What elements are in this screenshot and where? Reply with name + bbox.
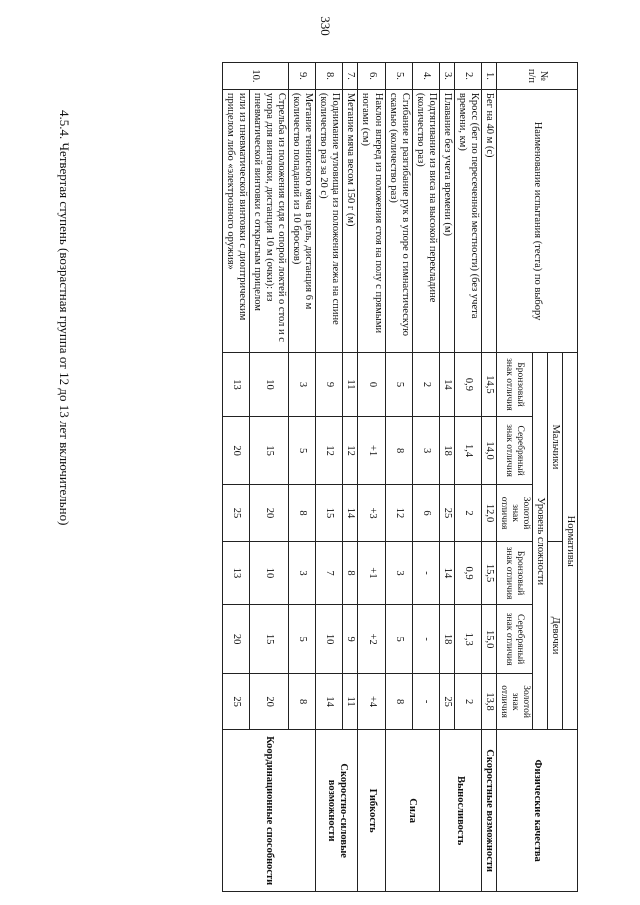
test-name: Подтягивание из виса на высокой перекладине (количество раз) — [412, 89, 439, 352]
value-cell: 25 — [439, 673, 454, 729]
table-row — [289, 63, 316, 892]
row-num: 2. — [454, 63, 481, 90]
test-name: Поднимание туловища из положения лежа на спине (количество раз за 20 с) — [316, 89, 343, 352]
value-cell: 10 — [316, 605, 343, 674]
value-cell: 11 — [343, 353, 358, 417]
value-cell: 20 — [222, 605, 249, 674]
row-num: 9. — [289, 63, 316, 90]
value-cell: 12 — [316, 416, 343, 485]
header-girls-gold: Золотой знак отличия — [497, 673, 533, 729]
test-name: Метание мяча весом 150 г (м) — [343, 89, 358, 352]
header-girls-bronze: Бронзовый знак отличия — [497, 541, 533, 605]
row-num: 6. — [358, 63, 385, 90]
value-cell: 15 — [249, 416, 288, 485]
value-cell: 18 — [439, 416, 454, 485]
value-cell: 1,3 — [454, 605, 481, 674]
quality-cell: Сила — [385, 730, 439, 892]
value-cell: 7 — [316, 541, 343, 605]
quality-cell: Скоростные возможности — [481, 730, 496, 892]
value-cell: 14 — [343, 485, 358, 541]
value-cell: 2 — [454, 673, 481, 729]
value-cell: 12 — [385, 485, 412, 541]
value-cell: +3 — [358, 485, 385, 541]
value-cell: 11 — [343, 673, 358, 729]
value-cell: 14,5 — [481, 353, 496, 417]
test-name: Метание теннисного мяча в цель, дистанция 6 м (количество попаданий из 10 бросков) — [289, 89, 316, 352]
value-cell: - — [412, 541, 439, 605]
value-cell: 8 — [289, 485, 316, 541]
value-cell: 9 — [343, 605, 358, 674]
value-cell: 3 — [412, 416, 439, 485]
value-cell: - — [412, 673, 439, 729]
norms-table — [222, 62, 578, 892]
value-cell: 25 — [222, 673, 249, 729]
table-row — [481, 63, 496, 892]
value-cell: 25 — [439, 485, 454, 541]
header-boys-bronze: Бронзовый знак отличия — [497, 353, 533, 417]
value-cell: 14 — [439, 541, 454, 605]
quality-cell: Выносливость — [439, 730, 481, 892]
test-name: Бег на 40 м (с) — [481, 89, 496, 352]
value-cell: +4 — [358, 673, 385, 729]
row-num: 3. — [439, 63, 454, 90]
row-num: 4. — [412, 63, 439, 90]
value-cell: 10 — [249, 541, 288, 605]
test-name: Наклон вперед из положения стоя на полу с прямыми ногами (см) — [358, 89, 385, 352]
header-norms: Нормативы — [562, 353, 577, 730]
row-num: 8. — [316, 63, 343, 90]
value-cell: - — [412, 605, 439, 674]
header-girls: Девочки — [547, 541, 562, 730]
value-cell: 5 — [385, 605, 412, 674]
value-cell: 13,8 — [481, 673, 496, 729]
value-cell: 8 — [289, 673, 316, 729]
value-cell: 13 — [222, 541, 249, 605]
header-boys-gold: Золотой знак отличия — [497, 485, 533, 541]
section-title: 4.5.4. Четвертая ступень (возрастная группа от 12 до 13 лет включительно) — [57, 110, 72, 526]
value-cell: 12 — [343, 416, 358, 485]
value-cell: 8 — [385, 673, 412, 729]
value-cell: 15,0 — [481, 605, 496, 674]
value-cell: +2 — [358, 605, 385, 674]
header-girls-silver: Серебряный знак отличия — [497, 605, 533, 674]
value-cell: 20 — [249, 485, 288, 541]
table-row — [454, 63, 481, 892]
test-name: Кросс (бег по пересеченной местности) (без учета времени, км) — [454, 89, 481, 352]
quality-cell: Скоростно-силовые возможности — [316, 730, 358, 892]
header-boys-silver: Серебряный знак отличия — [497, 416, 533, 485]
table-row — [358, 63, 385, 892]
value-cell: 5 — [385, 353, 412, 417]
row-num: 10. — [222, 63, 288, 90]
test-name: или из пневматической винтовки с диоптрическим прицелом либо «электронного оружия» — [222, 89, 249, 352]
quality-cell: Гибкость — [358, 730, 385, 892]
value-cell: 8 — [385, 416, 412, 485]
row-num: 7. — [343, 63, 358, 90]
value-cell: 0,9 — [454, 353, 481, 417]
test-name: Стрельба из положения сидя с опорой локтей о стол и с упора для винтовки, дистанция 10 м (очки): из пневматической винтовки с открытым прицелом — [249, 89, 288, 352]
value-cell: 5 — [289, 605, 316, 674]
value-cell: +1 — [358, 541, 385, 605]
header-boys: Мальчики — [547, 353, 562, 542]
value-cell: 15 — [249, 605, 288, 674]
value-cell: 14 — [439, 353, 454, 417]
value-cell: 15 — [316, 485, 343, 541]
header-name: Наименование испытания (теста) по выбору — [497, 89, 578, 352]
value-cell: 3 — [385, 541, 412, 605]
value-cell: +1 — [358, 416, 385, 485]
quality-cell: Координационные способности — [222, 730, 315, 892]
page-number: 330 — [317, 16, 333, 36]
value-cell: 5 — [289, 416, 316, 485]
row-num: 1. — [481, 63, 496, 90]
value-cell: 0 — [358, 353, 385, 417]
header-qualities: Физические качества — [497, 730, 578, 892]
value-cell: 8 — [343, 541, 358, 605]
value-cell: 10 — [249, 353, 288, 417]
table-row — [343, 63, 358, 892]
header-level: Уровень сложности — [532, 353, 547, 730]
value-cell: 18 — [439, 605, 454, 674]
value-cell: 1,4 — [454, 416, 481, 485]
value-cell: 3 — [289, 353, 316, 417]
value-cell: 2 — [412, 353, 439, 417]
value-cell: 14 — [316, 673, 343, 729]
value-cell: 13 — [222, 353, 249, 417]
value-cell: 9 — [316, 353, 343, 417]
table-row — [412, 63, 439, 892]
value-cell: 12,0 — [481, 485, 496, 541]
value-cell: 20 — [222, 416, 249, 485]
test-name: Плавание без учета времени (м) — [439, 89, 454, 352]
value-cell: 15,5 — [481, 541, 496, 605]
header-num: № п/п — [497, 63, 578, 90]
value-cell: 20 — [249, 673, 288, 729]
value-cell: 6 — [412, 485, 439, 541]
row-num: 5. — [385, 63, 412, 90]
value-cell: 2 — [454, 485, 481, 541]
value-cell: 0,9 — [454, 541, 481, 605]
value-cell: 14,0 — [481, 416, 496, 485]
value-cell: 3 — [289, 541, 316, 605]
value-cell: 25 — [222, 485, 249, 541]
test-name: Сгибание и разгибание рук в упоре о гимнастическую скамью (количество раз) — [385, 89, 412, 352]
